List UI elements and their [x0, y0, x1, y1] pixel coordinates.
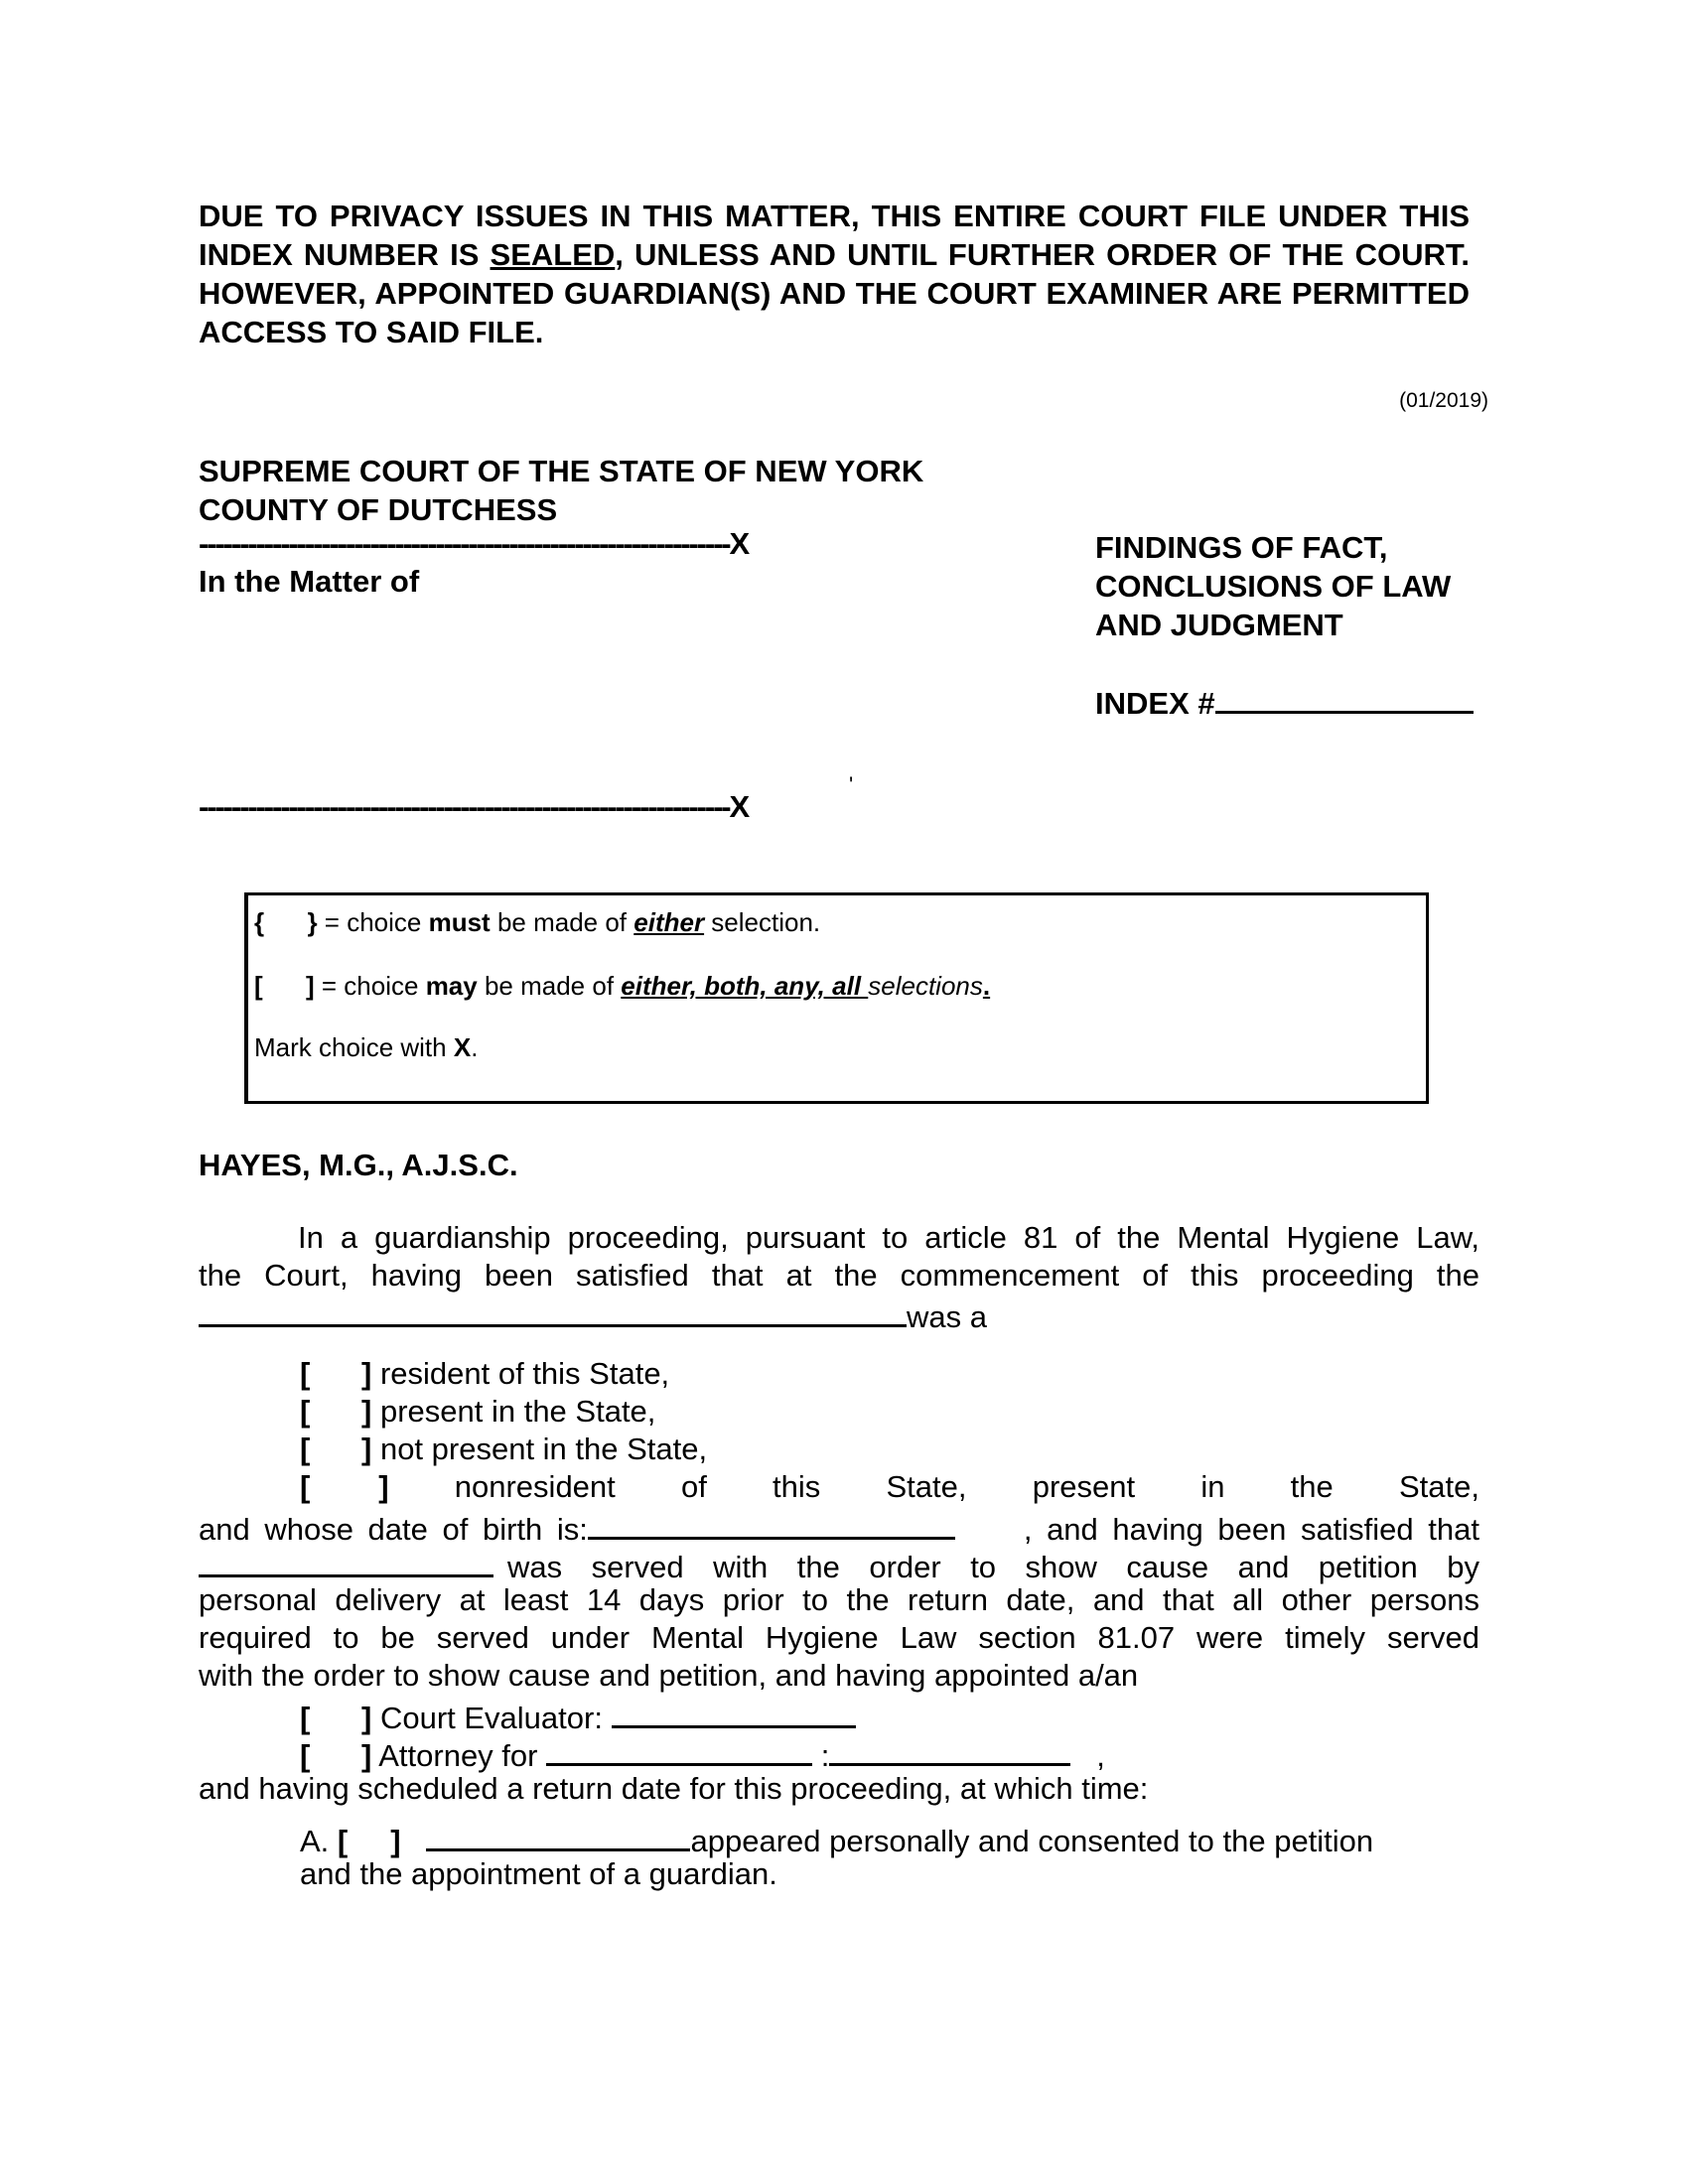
- return-date-line: and having scheduled a return date for this proceeding, at which time:: [199, 1771, 1149, 1806]
- choice-legend-box: [244, 892, 1429, 1104]
- option-not-present[interactable]: [ ] not present in the State,: [300, 1432, 708, 1466]
- body-line-1: personal delivery at least 14 days prior to the return date, and that all other persons: [199, 1582, 1479, 1617]
- court-evaluator-field[interactable]: [612, 1696, 856, 1728]
- item-a-person-field[interactable]: [426, 1819, 690, 1851]
- served-line: was served with the order to show cause and petition by: [199, 1545, 1479, 1585]
- document-title: FINDINGS OF FACT, CONCLUSIONS OF LAW AND JUDGMENT: [1095, 530, 1452, 642]
- body-line-2: required to be served under Mental Hygiene Law section 81.07 were timely served: [199, 1620, 1479, 1655]
- legend-row-mark: Mark choice with X.: [254, 1032, 479, 1062]
- option-nonresident[interactable]: [ ] nonresident of this State, present in the State,: [300, 1469, 1479, 1504]
- stray-mark: ': [849, 772, 854, 797]
- item-a-continued: and the appointment of a guardian.: [300, 1856, 777, 1891]
- revision-date: (01/2019): [1399, 389, 1488, 412]
- privacy-notice: DUE TO PRIVACY ISSUES IN THIS MATTER, THIS ENTIRE COURT FILE UNDER THIS INDEX NUMBER IS SEALED, UNLESS AND UNTIL FURTHER ORDER OF THE COURT. HOWEVER, APPOINTED GUARDIAN(S) AND THE COURT EXAMINER ARE PERMITTED ACCESS TO SAID FILE.: [199, 199, 1470, 349]
- date-of-birth-field[interactable]: [588, 1507, 955, 1540]
- index-number: INDEX #: [1095, 683, 1474, 722]
- in-the-matter-label: In the Matter of: [199, 564, 420, 599]
- legend-row-may: [ ] = choice may be made of either, both, any, all selections.: [254, 971, 991, 1001]
- judge-name: HAYES, M.G., A.J.S.C.: [199, 1148, 518, 1182]
- item-a[interactable]: A. [ ] appeared personally and consented to the petition: [300, 1819, 1373, 1859]
- ward-name-field[interactable]: [199, 1295, 907, 1327]
- caption-bottom-rule: -----------------------------------------------------------------X: [199, 789, 749, 824]
- sealed-text: SEALED: [490, 237, 616, 272]
- intro-paragraph: In a guardianship proceeding, pursuant to article 81 of the Mental Hygiene Law, the Court, having been satisfied that at the commencement of this proceeding the was a: [199, 1220, 1479, 1334]
- index-number-field[interactable]: [1215, 683, 1474, 714]
- attorney-name-field[interactable]: [829, 1733, 1070, 1766]
- served-person-field[interactable]: [199, 1545, 493, 1577]
- legend-row-must: { } = choice must be made of either selection.: [254, 907, 821, 937]
- dob-line: and whose date of birth is: , and having been satisfied that: [199, 1507, 1479, 1548]
- option-attorney[interactable]: [ ] Attorney for : ,: [300, 1733, 1105, 1774]
- attorney-for-field[interactable]: [546, 1733, 812, 1766]
- option-resident[interactable]: [ ] resident of this State,: [300, 1356, 670, 1391]
- caption-top-rule: -----------------------------------------------------------------X: [199, 526, 749, 561]
- court-heading: SUPREME COURT OF THE STATE OF NEW YORK COUNTY OF DUTCHESS: [199, 454, 924, 527]
- option-court-evaluator[interactable]: [ ] Court Evaluator:: [300, 1696, 856, 1736]
- option-present[interactable]: [ ] present in the State,: [300, 1394, 656, 1429]
- body-line-3: with the order to show cause and petition, and having appointed a/an: [199, 1658, 1139, 1693]
